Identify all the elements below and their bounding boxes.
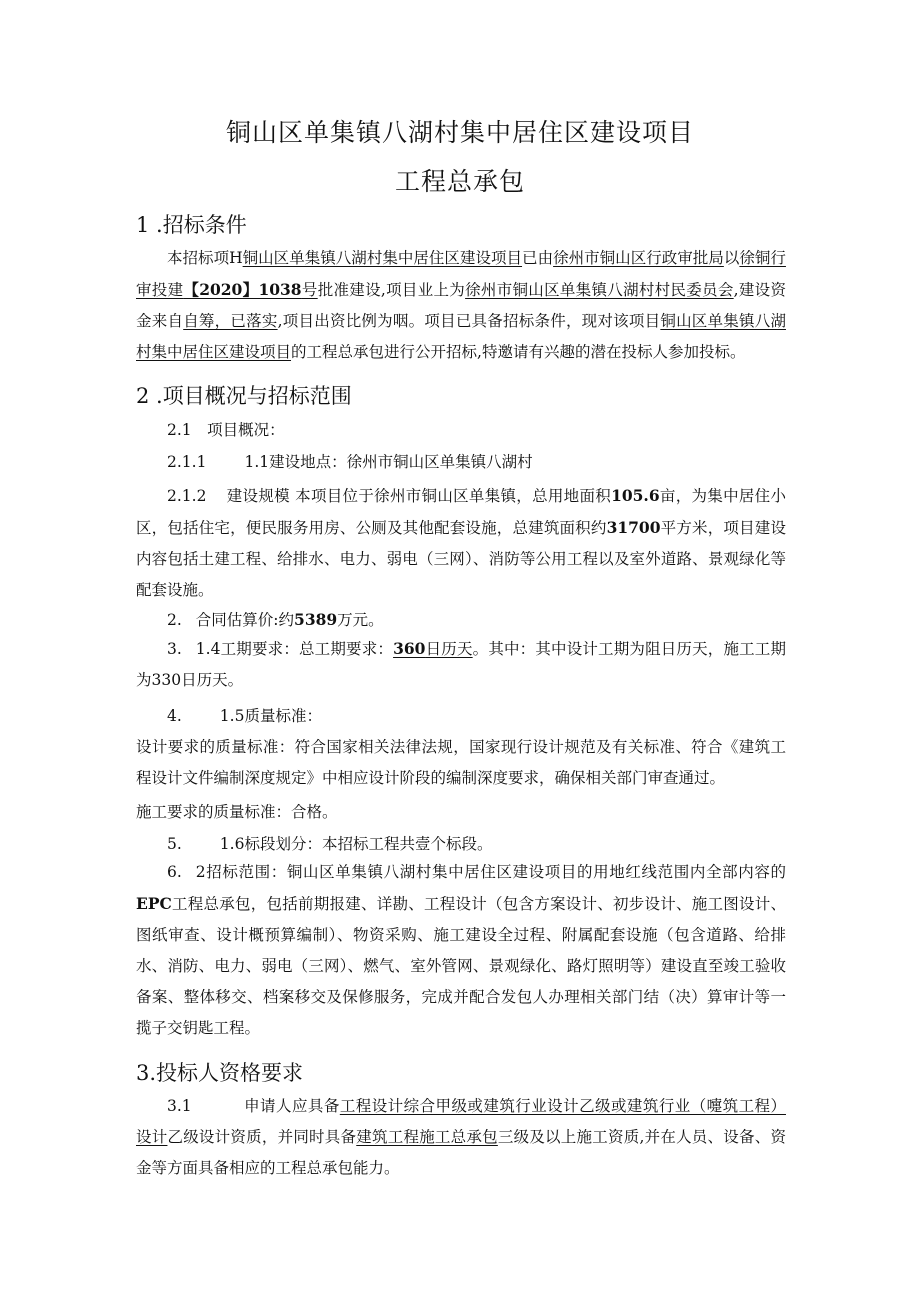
land-area-value: 105.6 (611, 486, 660, 505)
item-text: 合同估算价:约 (195, 611, 295, 629)
design-qualification-underlined: 工程设计综合甲级或建筑行业设计乙级或建筑行业（嚏筑工程）设计 (136, 1097, 786, 1146)
text-segment: ,建设资金来自 (136, 281, 786, 330)
document-title-line1: 铜山区单集镇八湖村集中居住区建设项目 (225, 118, 694, 147)
text-segment: 平方米，项目建设内容包括土建工程、给排水、电力、弱电（三网）、消防等公用工程以及室外道路、景观绿化等配套设施。 (136, 519, 786, 599)
item-number: 5. (167, 835, 182, 853)
item-2 (167, 608, 384, 630)
project-name-underlined-2: 铜山区单集镇八湖村集中居住区建设项目 (136, 312, 786, 361)
item-number: 2. (167, 611, 182, 629)
item-2-1: 2.1 项目概况： (167, 421, 285, 439)
epc-label: EPC (136, 894, 172, 913)
item-5 (167, 832, 492, 854)
section-3-heading: 3.投标人资格要求 (136, 1061, 304, 1085)
text-segment: 的工程总承包进行公开招标,特邀请有兴趣的潜在投标人参加投标。 (291, 343, 746, 361)
text-segment: 亩，为集中居住小区，包括住宅，便民服务用房、公厕及其他配套设施，总建筑面积约 (136, 487, 786, 537)
item-number: 2.1.1 (167, 453, 207, 471)
approval-authority-underlined: 徐州市铜山区行政审批局 (553, 249, 724, 267)
text-segment: 以 (723, 249, 740, 267)
project-owner-underlined: 徐州市铜山区单集镇八湖村村民委员会 (465, 281, 734, 299)
item-number: 2.1.2 (167, 487, 207, 505)
section-2-heading: 2 .项目概况与招标范围 (136, 384, 352, 408)
item-2-1-2 (136, 480, 786, 606)
item-text: 申请人应具备 (243, 1097, 340, 1115)
item-6 (136, 857, 786, 1044)
item-text: 万元。 (337, 611, 384, 629)
item-number: 6. (167, 863, 182, 881)
item-text: 2招标范围：铜山区单集镇八湖村集中居住区建设项目的用地红线范围内全部内容的 (195, 863, 786, 881)
item-text: 1.5质量标准： (219, 707, 322, 725)
item-text: 1.4工期要求：总工期要求： (195, 640, 394, 658)
item-text: 。其中：其中设计工期为阻日历天，施工工期为330日历天。 (136, 640, 786, 689)
item-3 (136, 633, 786, 696)
section-1-paragraph (136, 243, 786, 368)
text-segment: ,项目出资比例为咽。项目已具备招标条件，现对该项目 (277, 312, 661, 330)
approval-suffix: 号 (301, 281, 318, 299)
item-text: 1.6标段划分：本招标工程共壹个标段。 (219, 835, 493, 853)
project-name-underlined: 铜山区单集镇八湖村集中居住区建设项目 (242, 249, 523, 267)
construction-qualification-underlined: 建筑工程施工总承包 (356, 1128, 498, 1146)
item-text: 三级及以上施工资质,并在人员、设备、资金等方面具备相应的工程总承包能力。 (136, 1128, 786, 1177)
text-segment: 批准建设,项目业上为 (317, 281, 466, 299)
duration-value: 360 (393, 639, 426, 658)
item-number: 3. (167, 640, 182, 658)
approval-number: 【2020】1038 (183, 280, 302, 299)
item-text: 1.1建设地点：徐州市铜山区单集镇八湖村 (244, 453, 533, 471)
item-number: 3.1 (167, 1097, 192, 1115)
contract-price-value: 5389 (294, 610, 338, 629)
item-text: 工程总承包，包括前期报建、详勘、工程设计（包含方案设计、初步设计、施工图设计、图纸审查、设计概预算编制）、物资采购、施工建设全过程、附属配套设施（包含道路、给排水、消防、电力、弱电（三网）、燃气、室外管网、景观绿化、路灯照明等）建设直至竣工验收备案、整体移交、档案移交及保修服务，完成并配合发包人办理相关部门结（决）算审计等一揽子交钥匙工程。 (136, 895, 786, 1037)
text-segment: 已由 (522, 249, 554, 267)
building-area-value: 31700 (606, 518, 661, 537)
text-segment: 本招标项H (167, 249, 243, 267)
item-label: 建设规模 (226, 487, 290, 505)
item-number: 4. (167, 707, 182, 725)
construction-quality-line: 施工要求的质量标准：合格。 (136, 803, 338, 821)
item-4 (167, 704, 322, 726)
item-3-1 (136, 1091, 786, 1184)
funding-source-underlined: 自筹，已落实 (183, 312, 278, 330)
duration-unit: 日历天 (425, 640, 473, 658)
text-segment: 本项目位于徐州市铜山区单集镇，总用地面积 (295, 487, 612, 505)
design-quality-paragraph: 设计要求的质量标准：符合国家相关法律法规，国家现行设计规范及有关标准、符合《建筑工程设计文件编制深度规定》中相应设计阶段的编制深度要求，确保相关部门审查通过。 (136, 738, 786, 787)
item-text: 乙级设计资质，并同时具备 (167, 1128, 357, 1146)
document-title-line2: 工程总承包 (394, 167, 525, 196)
approval-prefix: 徐铜行审投建 (136, 249, 786, 299)
section-1-heading: 1 .招标条件 (136, 213, 247, 237)
item-2-1-1 (167, 450, 533, 472)
